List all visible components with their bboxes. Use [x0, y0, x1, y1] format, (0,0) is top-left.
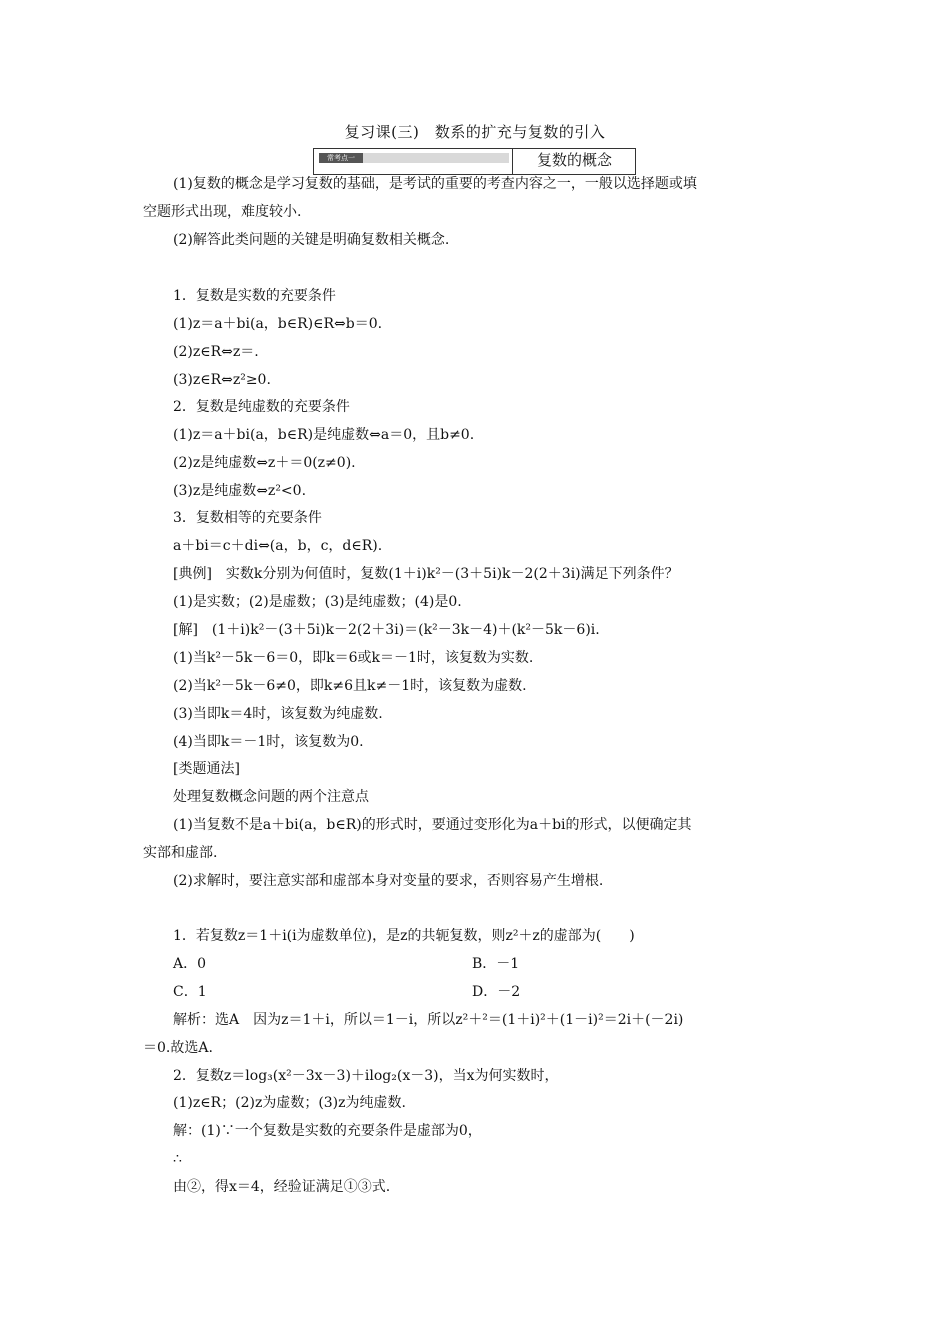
- text-line: (2)求解时，要注意实部和虚部本身对变量的要求，否则容易产生增根.: [173, 873, 604, 889]
- text-line: 1．复数是实数的充要条件: [173, 288, 336, 304]
- text-line: (1)z＝a＋bi(a，b∈R)∈R⇔b＝0.: [173, 316, 383, 332]
- text-line: (2)解答此类问题的关键是明确复数相关概念.: [173, 232, 450, 248]
- topic-tag-bar: [319, 153, 509, 163]
- option-d: D．－2: [472, 984, 521, 1000]
- text-line: (3)z∈R⇔z²≥0.: [173, 372, 271, 388]
- text-line: 3．复数相等的充要条件: [173, 510, 322, 526]
- topic-name: 复数的概念: [536, 151, 612, 169]
- text-line: ∴: [173, 1151, 182, 1167]
- text-line: (3)当即k＝4时，该复数为纯虚数.: [173, 706, 383, 722]
- text-line: 实部和虚部.: [143, 845, 218, 861]
- text-line: 解析：选A 因为z＝1＋i，所以＝1－i，所以z²＋²＝(1＋i)²＋(1－i)²＝2i＋(－2i): [173, 1012, 684, 1028]
- text-line: (1)当k²－5k－6＝0，即k＝6或k＝－1时，该复数为实数.: [173, 650, 534, 666]
- text-line: 1．若复数z＝1＋i(i为虚数单位)，是z的共轭复数，则z²＋z的虚部为( ): [173, 928, 635, 944]
- topic-header-box: [313, 148, 636, 175]
- text-line: [类题通法]: [173, 761, 240, 777]
- text-line: (1)当复数不是a＋bi(a，b∈R)的形式时，要通过变形化为a＋bi的形式，以便确定其: [173, 817, 692, 833]
- text-line: 空题形式出现，难度较小.: [143, 204, 302, 220]
- option-c: C．1: [173, 984, 207, 1000]
- text-line: (2)z∈R⇔z＝.: [173, 344, 259, 360]
- text-line: (3)z是纯虚数⇔z²<0.: [173, 483, 307, 499]
- text-line: (2)当k²－5k－6≠0，即k≠6且k≠－1时，该复数为虚数.: [173, 678, 527, 694]
- topic-divider: [512, 149, 513, 174]
- option-b: B．－1: [472, 956, 520, 972]
- option-a: A．0: [173, 956, 207, 972]
- text-line: [典例] 实数k分别为何值时，复数(1＋i)k²－(3＋5i)k－2(2＋3i)满足下列条件？: [173, 566, 679, 582]
- page-title: 复习课(三) 数系的扩充与复数的引入: [344, 123, 606, 141]
- text-line: ＝0.故选A.: [143, 1040, 213, 1056]
- text-line: 解：(1)∵一个复数是实数的充要条件是虚部为0，: [173, 1123, 482, 1139]
- text-line: (1)z＝a＋bi(a，b∈R)是纯虚数⇔a＝0，且b≠0.: [173, 427, 475, 443]
- topic-tag-label: 常考点一: [319, 153, 363, 163]
- text-line: (1)复数的概念是学习复数的基础，是考试的重要的考查内容之一，一般以选择题或填: [173, 176, 697, 192]
- text-line: (2)z是纯虚数⇔z＋＝0(z≠0).: [173, 455, 356, 471]
- text-line: 由②，得x＝4，经验证满足①③式.: [173, 1179, 391, 1195]
- text-line: (4)当即k＝－1时，该复数为0.: [173, 734, 364, 750]
- text-line: a＋bi＝c＋di⇔(a，b，c，d∈R).: [173, 538, 383, 554]
- text-line: (1)是实数；(2)是虚数；(3)是纯虚数；(4)是0.: [173, 594, 462, 610]
- text-line: (1)z∈R；(2)z为虚数；(3)z为纯虚数.: [173, 1095, 406, 1111]
- text-line: 2．复数z＝log₃(x²－3x－3)＋ilog₂(x－3)，当x为何实数时，: [173, 1068, 559, 1084]
- text-line: 2．复数是纯虚数的充要条件: [173, 399, 350, 415]
- text-line: 处理复数概念问题的两个注意点: [173, 789, 369, 805]
- text-line: [解] (1＋i)k²－(3＋5i)k－2(2＋3i)＝(k²－3k－4)＋(k²－5k－6)i.: [173, 622, 600, 638]
